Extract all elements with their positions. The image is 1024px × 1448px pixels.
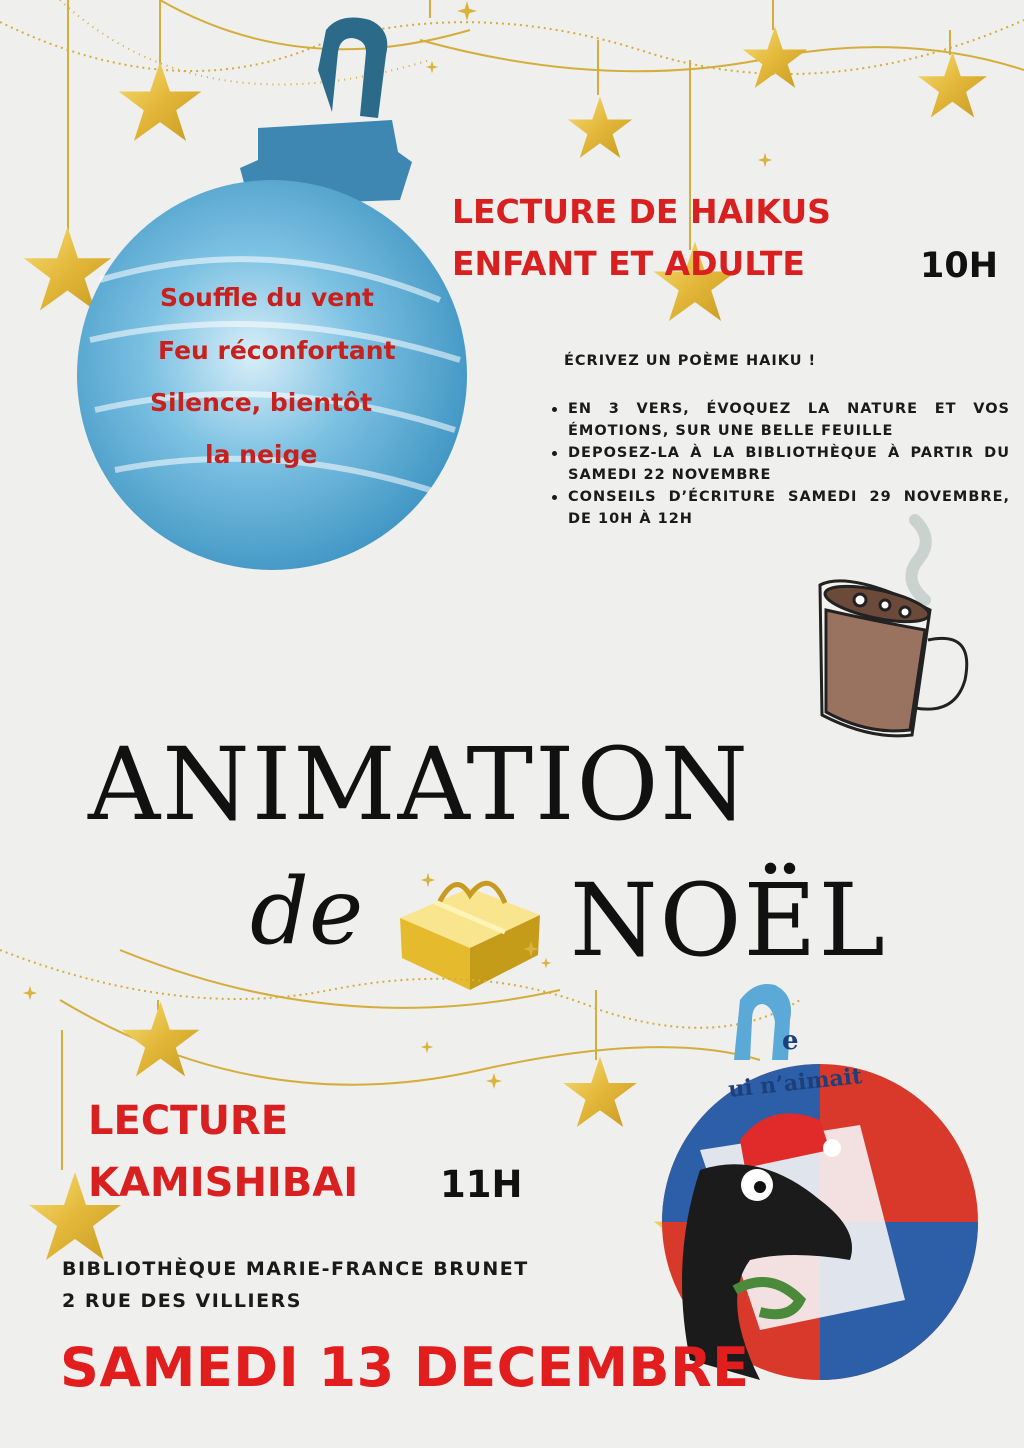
title-noel: NOËL [570,862,887,979]
title-animation: ANIMATION [88,726,751,843]
instruction-item: DEPOSEZ-LA À LA BIBLIOTHÈQUE À PARTIR DU SAMEDI 22 NOVEMBRE [548,442,1010,486]
event-date: SAMEDI 13 DECEMBRE [60,1336,750,1399]
venue-street: 2 RUE DES VILLIERS [62,1290,302,1312]
book-cover-text-2: ui n’aimait [727,1063,864,1103]
haiku-line-2: Feu réconfortant [158,336,396,365]
event1-time: 10H [920,246,998,286]
book-cover-text-1: e [782,1026,799,1056]
venue-name: BIBLIOTHÈQUE MARIE-FRANCE BRUNET [62,1258,529,1280]
star-icon [743,26,807,88]
event1-title-line1: LECTURE DE HAIKUS [452,192,831,231]
instructions-intro: ÉCRIVEZ UN POÈME HAIKU ! [564,353,817,369]
mug-icon [820,520,967,736]
star-icon [918,52,987,118]
event1-instructions [548,350,1010,530]
instruction-item: EN 3 VERS, ÉVOQUEZ LA NATURE ET VOS ÉMOTIONS, SUR UNE BELLE FEUILLE [548,398,1010,442]
ornament-book [662,984,978,1380]
event1-title-line2: ENFANT ET ADULTE [452,244,805,283]
instruction-item: CONSEILS D’ÉCRITURE SAMEDI 29 NOVEMBRE, DE 10H À 12H [548,486,1010,530]
haiku-line-1: Souffle du vent [160,283,374,312]
haiku-line-3: Silence, bientôt [150,388,373,417]
star-icon [119,62,202,141]
star-icon [121,1002,199,1077]
star-icon [568,96,632,158]
event2-title-line1: LECTURE [88,1098,289,1144]
gift-icon [400,883,540,990]
star-icon [563,1057,637,1127]
event2-time: 11H [440,1163,523,1206]
haiku-line-4: la neige [205,440,318,469]
title-de: de [250,858,364,965]
instructions-list [548,398,1010,530]
event2-title-line2: KAMISHIBAI [88,1160,359,1206]
venue-address [62,1253,529,1317]
